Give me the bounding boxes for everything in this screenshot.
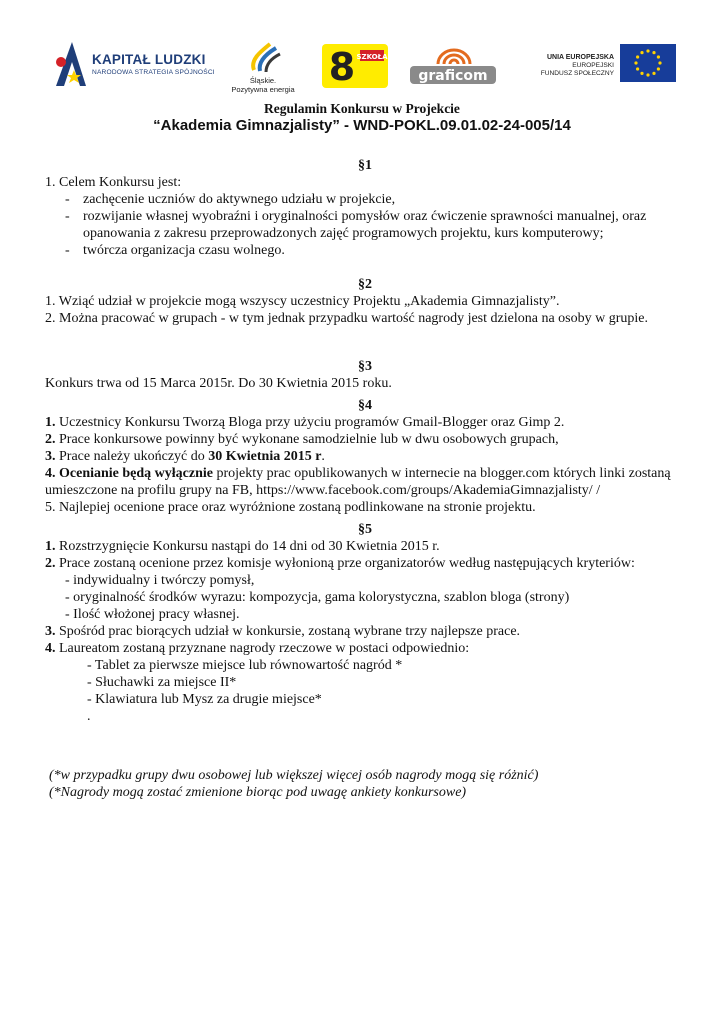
- criteria-item: - indywidualny i twórczy pomysł,: [65, 573, 255, 588]
- prize-item: - Słuchawki za miejsce II*: [87, 675, 237, 690]
- section-4-point-5: 5. Najlepiej ocenione prace oraz wyróżnione zostaną podlinkowane na stronie projektu.: [45, 500, 536, 515]
- section-3-heading: §3: [358, 359, 372, 374]
- graficom-logo: [408, 46, 498, 86]
- document-subtitle: “Akademia Gimnazjalisty” - WND-POKL.09.01.02-24-005/14: [153, 117, 571, 134]
- section-4-point-2: [45, 431, 685, 448]
- prize-item: - Klawiatura lub Mysz za drugie miejsce*: [87, 692, 322, 707]
- section-1-intro: 1. Celem Konkursu jest:: [45, 175, 182, 190]
- svg-text:8: 8: [328, 45, 356, 88]
- graficom-emblem-icon: [408, 46, 498, 86]
- prize-item: .: [87, 709, 91, 724]
- section-5-point-1: [45, 538, 685, 555]
- point-number: 3.: [45, 624, 56, 639]
- section-4-heading: §4: [358, 398, 372, 413]
- point-text: Prace zostaną ocenione przez komisje wyłonioną prze organizatorów według następujących kryteriów:: [55, 556, 635, 571]
- goal-item: - rozwijanie własnej wyobraźni i oryginalności pomysłów oraz ćwiczenie sprawności manualnej, oraz opanowania z zakresu przeprowadzonych zajęć programowych projektu, kurs komputerowy;: [45, 208, 685, 242]
- slaskie-line2: Pozytywna energia: [231, 85, 295, 94]
- point-number: 2.: [45, 556, 56, 571]
- point-text: Laureatom zostaną przyznane nagrody rzeczowe w postaci odpowiednio:: [55, 641, 470, 656]
- slaskie-line1: Śląskie.: [249, 76, 277, 85]
- osemka-emblem-icon: [322, 44, 388, 88]
- point-text: Prace należy ukończyć do: [55, 449, 209, 464]
- ue-text: [532, 54, 614, 78]
- point-text: Uczestnicy Konkursu Tworzą Bloga przy użyciu programów Gmail-Blogger oraz Gimp 2.: [55, 415, 565, 430]
- kapital-ludzki-emblem-icon: [52, 40, 88, 88]
- kapital-ludzki-name: KAPITAŁ LUDZKI: [92, 52, 206, 67]
- deadline-date: 30 Kwietnia 2015 r: [208, 449, 322, 464]
- section-2-point-1: 1. Wziąć udział w projekcie mogą wszyscy uczestnicy Projektu „Akademia Gimnazjalisty”.: [45, 294, 560, 309]
- point-text-end: .: [321, 449, 325, 464]
- criteria-item: - Ilość włożonej pracy własnej.: [65, 607, 240, 622]
- point-text: Prace konkursowe powinny być wykonane samodzielnie lub w dwu osobowych grupach,: [55, 432, 559, 447]
- point-text: projekty prac opublikowanych w internecie na blogger.com których linki zostaną umieszczone na profilu grupy na FB, https://www.facebook.com/groups/AkademiaGimnazjalisty/ /: [45, 466, 671, 498]
- section-4-point-1: [45, 414, 685, 431]
- section-2-heading: §2: [358, 277, 372, 292]
- slaskie-text: [230, 76, 296, 94]
- point-number: 3.: [45, 449, 56, 464]
- goal-item: - zachęcenie uczniów do aktywnego udziału w projekcie,: [45, 191, 685, 208]
- logo-bar: [40, 36, 690, 96]
- point-text: Spośród prac biorących udział w konkursie, zostaną wybrane trzy najlepsze prace.: [55, 624, 521, 639]
- ue-line1: UNIA EUROPEJSKA: [546, 54, 614, 61]
- slaskie-logo: [230, 38, 296, 96]
- criteria-item: - oryginalność środków wyrazu: kompozycja, gama kolorystyczna, szablon bloga (strony): [65, 590, 570, 605]
- ue-line3: FUNDUSZ SPOŁECZNY: [540, 70, 614, 77]
- section-5-point-3: [45, 623, 685, 640]
- ue-line2: EUROPEJSKI: [572, 62, 614, 69]
- goal-item: - twórcza organizacja czasu wolnego.: [45, 242, 685, 259]
- point-number: 1.: [45, 415, 56, 430]
- slaskie-emblem-icon: [230, 38, 296, 74]
- prize-item: - Tablet za pierwsze miejsce lub równowartość nagród *: [87, 658, 403, 673]
- svg-text:graficom: graficom: [418, 68, 488, 84]
- section-4-point-4: [45, 465, 685, 499]
- point-number: 4. Ocenianie będą wyłącznie: [45, 466, 213, 481]
- section-5-point-4: [45, 640, 685, 657]
- document-title: Regulamin Konkursu w Projekcie: [264, 101, 460, 116]
- section-5-heading: §5: [358, 522, 372, 537]
- document-body: [45, 157, 685, 801]
- section-1-heading: §1: [358, 158, 372, 173]
- unia-europejska-logo: [532, 42, 690, 88]
- eu-flag-icon: [620, 44, 676, 82]
- section-3-text: Konkurs trwa od 15 Marca 2015r. Do 30 Kwietnia 2015 roku.: [45, 376, 392, 391]
- svg-text:SZKOŁA: SZKOŁA: [356, 53, 388, 61]
- point-text: Rozstrzygnięcie Konkursu nastąpi do 14 dni od 30 Kwietnia 2015 r.: [55, 539, 440, 554]
- point-number: 2.: [45, 432, 56, 447]
- section-4-point-3: [45, 448, 685, 465]
- kapital-ludzki-subtitle: NARODOWA STRATEGIA SPÓJNOŚCI: [92, 69, 215, 76]
- section-2-point-2: 2. Można pracować w grupach - w tym jednak przypadku wartość nagrody jest dzielona na osoby w grupie.: [45, 311, 648, 326]
- footnote: (*Nagrody mogą zostać zmienione biorąc pod uwagę ankiety konkursowe): [49, 785, 467, 800]
- kapital-ludzki-logo: [52, 40, 222, 88]
- section-5-point-2: [45, 555, 685, 572]
- osemka-logo: [322, 44, 388, 88]
- point-number: 1.: [45, 539, 56, 554]
- point-number: 4.: [45, 641, 56, 656]
- footnote: (*w przypadku grupy dwu osobowej lub większej więcej osób nagrody mogą się różnić): [49, 768, 539, 783]
